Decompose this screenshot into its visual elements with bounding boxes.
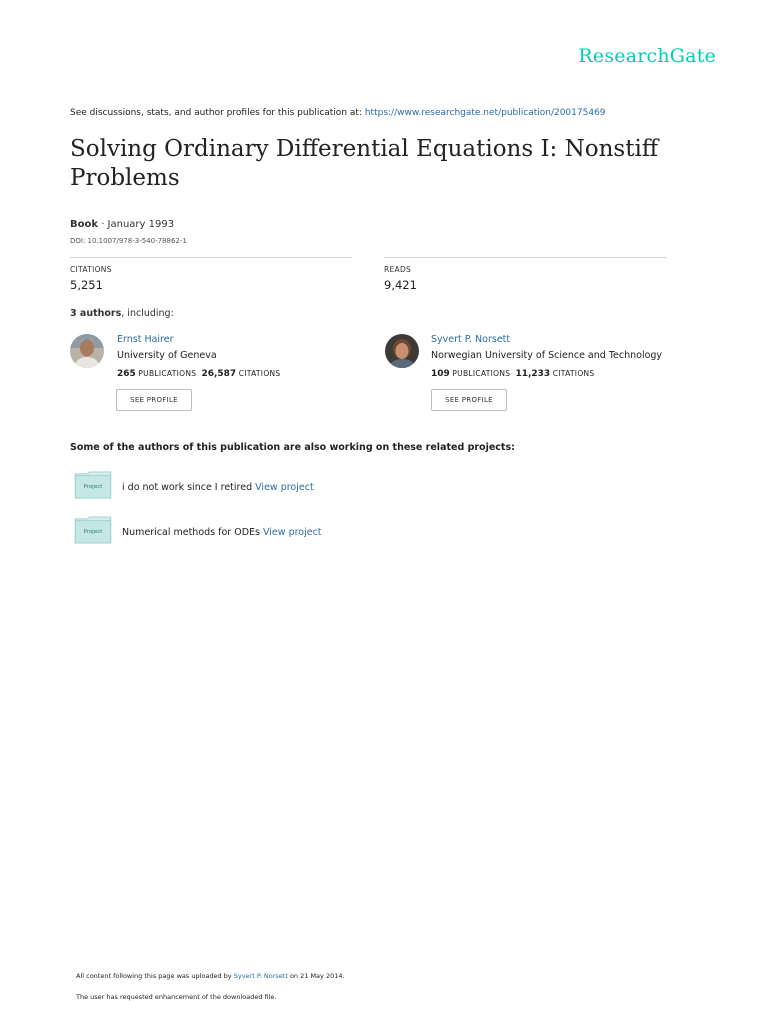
- view-project-link[interactable]: View project: [255, 482, 314, 493]
- project-text: i do not work since I retired: [122, 482, 253, 493]
- publication-type: Book: [70, 219, 99, 230]
- upload-note: [76, 972, 345, 980]
- project-folder-icon: [73, 516, 113, 548]
- reads-value: 9,421: [384, 278, 417, 292]
- author-photo-icon: [70, 334, 104, 368]
- divider-citations: [70, 257, 352, 258]
- view-project-link[interactable]: View project: [263, 527, 322, 538]
- author-publications-label: PUBLICATIONS: [138, 369, 197, 378]
- project-item: [122, 527, 322, 538]
- publication-link[interactable]: https://www.researchgate.net/publication/200175469: [364, 108, 606, 118]
- author-stats: [117, 369, 281, 379]
- authors-count: 3 authors: [70, 308, 122, 319]
- project-text: Numerical methods for ODEs: [122, 527, 260, 538]
- avatar-ernst-hairer[interactable]: [70, 334, 104, 368]
- project-folder-icon: [73, 471, 113, 503]
- avatar-syvert-norsett[interactable]: [385, 334, 419, 368]
- researchgate-logo[interactable]: ResearchGate: [578, 45, 716, 67]
- author-publications-count: 109: [431, 369, 450, 379]
- author-citations-count: 11,233: [515, 369, 551, 379]
- author-photo-icon: [385, 334, 419, 368]
- author-stats: [431, 369, 595, 379]
- see-profile-button[interactable]: SEE PROFILE: [116, 389, 192, 411]
- author-affiliation: University of Geneva: [117, 350, 217, 361]
- related-projects-heading: Some of the authors of this publication are also working on these related projects:: [70, 442, 515, 453]
- see-profile-button[interactable]: SEE PROFILE: [431, 389, 507, 411]
- enhancement-note: The user has requested enhancement of the downloaded file.: [76, 993, 277, 1001]
- divider-reads: [384, 257, 667, 258]
- publication-title: Solving Ordinary Differential Equations I: Nonstiff Problems: [70, 136, 659, 191]
- authors-suffix: , including:: [121, 308, 174, 319]
- author-name[interactable]: Syvert P. Norsett: [431, 334, 511, 345]
- author-citations-count: 26,587: [201, 369, 237, 379]
- author-name[interactable]: Ernst Hairer: [117, 334, 174, 345]
- discussion-line: [70, 108, 606, 118]
- upload-prefix: All content following this page was uploaded by: [76, 972, 232, 980]
- reads-label: READS: [384, 265, 412, 274]
- authors-intro: [70, 308, 174, 319]
- upload-suffix: on 21 May 2014.: [289, 972, 345, 980]
- author-publications-label: PUBLICATIONS: [452, 369, 511, 378]
- uploader-link[interactable]: Syvert P. Norsett: [233, 972, 288, 980]
- discussion-prefix: See discussions, stats, and author profiles for this publication at:: [70, 108, 362, 118]
- project-badge: Project: [83, 484, 103, 490]
- publication-doi: DOI: 10.1007/978-3-540-78862-1: [70, 237, 187, 245]
- citations-value: 5,251: [70, 278, 103, 292]
- publication-date: · January 1993: [98, 219, 175, 230]
- author-affiliation: Norwegian University of Science and Technology: [431, 350, 663, 361]
- citations-label: CITATIONS: [70, 265, 112, 274]
- author-citations-label: CITATIONS: [552, 369, 595, 378]
- publication-type-date: [70, 219, 174, 230]
- author-publications-count: 265: [117, 369, 136, 379]
- project-badge: Project: [83, 529, 103, 535]
- project-item: [122, 482, 314, 493]
- author-citations-label: CITATIONS: [238, 369, 281, 378]
